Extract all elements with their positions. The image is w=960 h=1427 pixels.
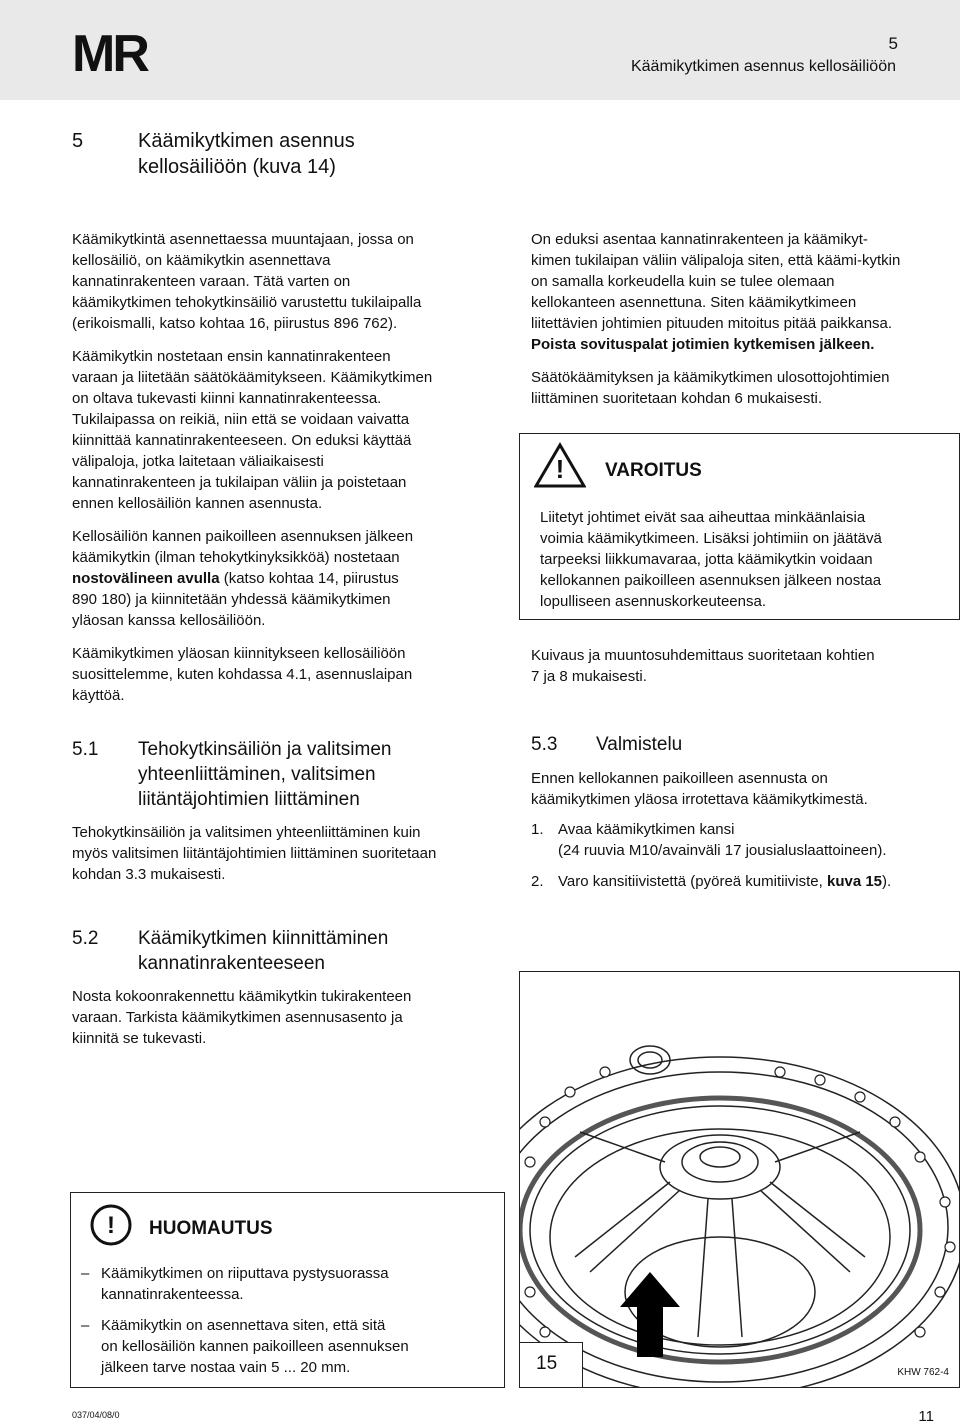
text-line: (24 ruuvia M10/avainväli 17 jousialuslaattoineen). [558,842,887,859]
text-line: käämikytkimen tehokytkinsäiliö varustettu tukilaipalla [72,294,422,311]
bold-text: Poista sovituspalat jotimien kytkemisen jälkeen. [531,336,875,353]
text-line: liittäminen suoritetaan kohdan 6 mukaisesti. [531,390,822,407]
paragraph [72,526,472,631]
bold-text: kuva 15 [826,873,883,890]
right-column [531,229,951,421]
section-5-2-body [72,986,512,1049]
section-5-number: 5 [72,130,84,152]
notice-list [71,1263,496,1388]
text-line: Käämikytkin nostetaan ensin kannatinrakenteen [72,348,391,365]
list-item [531,871,951,892]
text-line: jälkeen tarve nostaa vain 5 ... 20 mm. [101,1359,351,1376]
step-number: 1. [531,821,544,838]
text-line: kellokannen paikoilleen asennuksen jälkeen nostaa [540,572,882,589]
text-line: Käämikytkimen on riiputtava pystysuorassa [101,1265,389,1282]
text-line: Säätökäämityksen ja käämikytkimen ulosottojohtimien [531,369,890,386]
paragraph [531,367,951,409]
figure-number: 15 [536,1353,558,1374]
text-line: Käämikytkimen yläosan kiinnitykseen kellosäiliöön [72,645,406,662]
paragraph [531,229,951,355]
text: (katso kohtaa 14, piirustus [219,570,399,587]
text-line: kohdan 3.3 mukaisesti. [72,866,226,883]
text-line: kellokanteen asennettuna. Siten käämikytkimeen [531,294,857,311]
text-line: (erikoismalli, katso kohtaa 16, piirustus 896 762). [72,315,398,332]
dash-bullet: – [81,1317,90,1334]
text-line: Ennen kellokannen paikoilleen asennusta on [531,770,828,787]
text-line: varaan. Tarkista käämikytkimen asennusasento ja [72,1009,403,1026]
warning-glyph: ! [555,454,565,484]
text-line: On eduksi asentaa kannatinrakenteen ja käämikyt- [531,231,868,248]
text-line: on kellosäiliön kannen paikoilleen asennuksen [101,1338,409,1355]
paragraph [531,645,951,687]
text-line: Tukilaipassa on reikiä, niin että se voidaan vaivatta [72,411,410,428]
section-5-3-number: 5.3 [531,734,558,755]
text-line: 890 180) ja kiinnitetään yhdessä käämikytkimen [72,591,391,608]
title-line: kannatinrakenteeseen [138,953,325,974]
text-line: Avaa käämikytkimen kansi [558,821,735,838]
title-line: Tehokytkinsäiliön ja valitsimen [138,739,392,760]
mr-logo: MR [72,25,147,83]
text-line: kimen tukilaipan väliin välipaloja siten, että käämi-kytkin [531,252,901,269]
footer-doc-code: 037/04/08/0 [72,1410,120,1420]
dash-bullet: – [81,1265,90,1282]
text-line: Kellosäiliön kannen paikoilleen asennuksen jälkeen [72,528,414,545]
figure-15-frame [519,971,960,1388]
warning-text [540,507,950,612]
list-item [71,1263,496,1305]
step-number: 2. [531,873,544,890]
section-5-title-line: Käämikytkimen asennus [138,130,355,152]
section-5-3-intro [531,768,951,810]
section-5-1-number: 5.1 [72,739,99,760]
text-line: myös valitsimen liitäntäjohtimien liittäminen suoritetaan [72,845,437,862]
list-item [531,819,951,861]
text-line: suosittelemme, kuten kohdassa 4.1, asennuslaipan [72,666,413,683]
text-line: Käämikytkin on asennettava siten, että sitä [101,1317,386,1334]
text-line: Liitetyt johtimet eivät saa aiheuttaa minkäänlaisia [540,509,866,526]
tank-cover-drawing [520,972,959,1387]
section-5-title [138,128,355,180]
title-line: liitäntäjohtimien liittäminen [138,789,360,810]
figure-code: KHW 762-4 [897,1367,949,1378]
left-column [72,229,472,718]
text: ). [882,873,892,890]
text-line: käyttöä. [72,687,125,704]
section-5-2-number: 5.2 [72,928,99,949]
warning-title: VAROITUS [605,460,702,481]
text-line: voimia käämikytkimeen. Lisäksi johtimiin on jäätävä [540,530,882,547]
paragraph [72,346,472,514]
notice-box [70,1192,505,1388]
section-5-3-steps [531,819,951,902]
text-line: käämikytkimen yläosa irrotettava käämikytkimestä. [531,791,868,808]
text-line: tarpeeksi liikkumavaraa, jotta käämikytkin voidaan [540,551,873,568]
text-line: Käämikytkintä asennettaessa muuntajaan, jossa on [72,231,414,248]
text-line: kellosäiliö, on käämikytkin asennettava [72,252,331,269]
notice-glyph: ! [107,1212,115,1239]
text-line: välipaloja, jotka laitetaan väliaikaisesti [72,453,324,470]
text-line: Tehokytkinsäiliön ja valitsimen yhteenliittäminen kuin [72,824,421,841]
text-line: käämikytkin (ilman tehokytkinyksikköä) nostetaan [72,549,400,566]
text-line [72,568,472,589]
paragraph [72,643,472,706]
text-line: liitettävien johtimien pituuden mitoitus pitää paikkansa. [531,315,893,332]
text-line: kiinnittää kannatinrakenteeseen. On eduksi käyttää [72,432,412,449]
text-line: on samalla korkeudella kuin se tulee olemaan [531,273,835,290]
section-5-1-title [138,737,391,812]
header-chapter-title: Käämikytkimen asennus kellosäiliöön [630,58,896,75]
text-line: Nosta kokoonrakennettu käämikytkin tukirakenteen [72,988,412,1005]
gasket-ring [520,1098,920,1362]
footer-page-number: 11 [918,1408,934,1425]
text-line: kannatinrakenteen varaan. Tätä varten on [72,273,351,290]
text-line: kannatinrakenteen ja tukilaipan väliin ja poistetaan [72,474,407,491]
section-5-2-title [138,926,388,976]
header-page-number: 5 [888,34,898,53]
title-line: Käämikytkimen kiinnittäminen [138,928,389,949]
text-line: yläosan kanssa kellosäiliöön. [72,612,266,629]
text: Varo kansitiivistettä (pyöreä kumitiiviste, [558,873,827,890]
warning-box [519,433,960,620]
text-line: kiinnitä se tukevasti. [72,1030,207,1047]
paragraph [72,229,472,334]
text-line: 7 ja 8 mukaisesti. [531,668,647,685]
title-line: yhteenliittäminen, valitsimen [138,764,376,785]
text-line: kannatinrakenteessa. [101,1286,244,1303]
notice-title: HUOMAUTUS [149,1218,273,1239]
section-5-1-body [72,822,512,885]
text-line: lopulliseen asennuskorkeuteensa. [540,593,766,610]
section-5-3-title: Valmistelu [596,734,683,755]
list-item [71,1315,496,1378]
arrow-icon [620,1272,680,1357]
text-line: ennen kellosäiliön kannen asennusta. [72,495,323,512]
bold-text: nostovälineen avulla [72,570,220,587]
text-line: varaan ja liitetään säätökäämitykseen. Käämikytkimen [72,369,433,386]
section-5-title-line: kellosäiliöön (kuva 14) [138,156,336,178]
text-line: on oltava tukevasti kiinni kannatinrakenteessa. [72,390,382,407]
text-line: Kuivaus ja muuntosuhdemittaus suoritetaan kohtien [531,647,875,664]
